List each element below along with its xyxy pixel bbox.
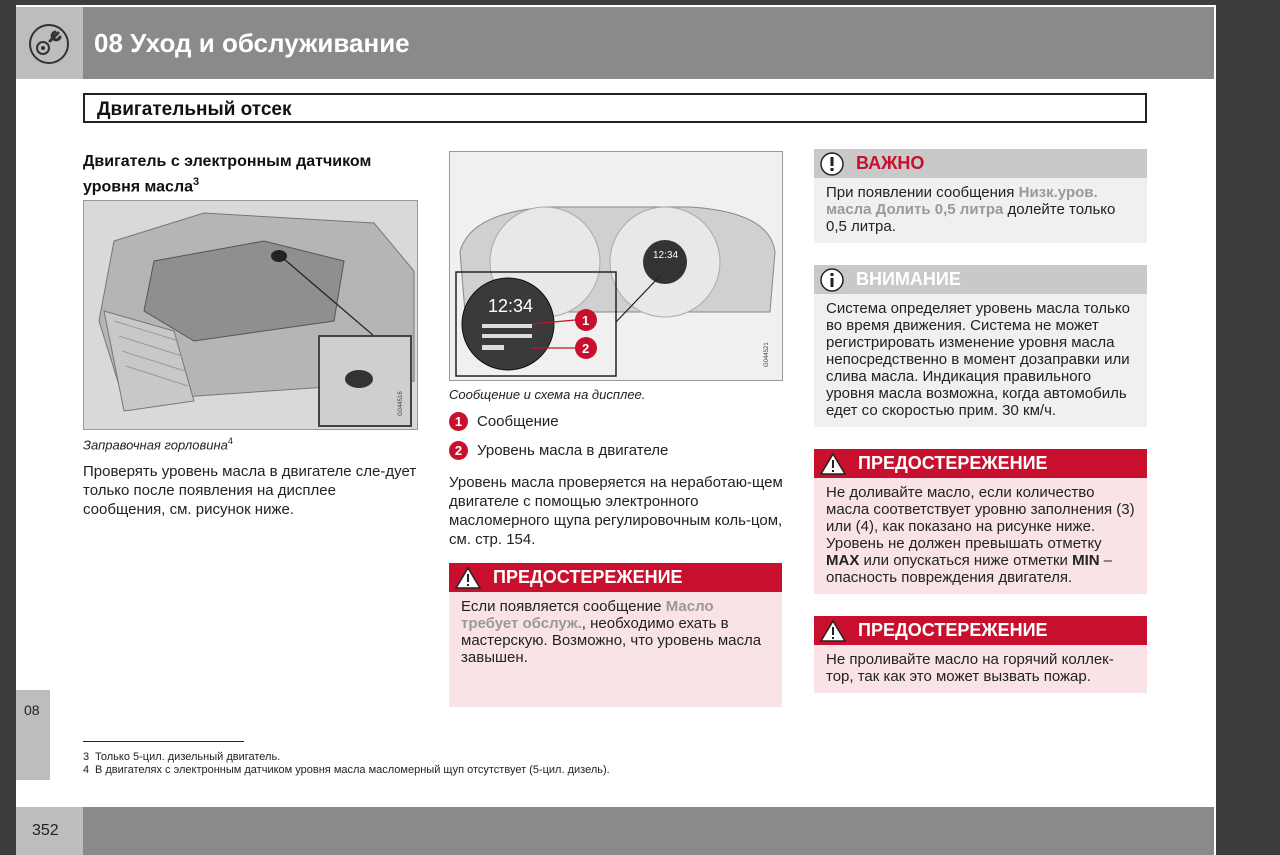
middle-column xyxy=(449,151,783,549)
warning-text: Не проливайте масло на горячий коллек-тор, так как это может вызвать пожар. xyxy=(814,645,1147,693)
warning-box-middle xyxy=(449,563,782,707)
page-number: 352 xyxy=(32,822,59,839)
legend-badge: 2 xyxy=(449,441,468,460)
chapter-icon-box xyxy=(16,7,83,79)
left-body-text: Проверять уровень масла в двигателе сле-дует только после появления на дисплее сообщения, см. рисунок ниже. xyxy=(83,462,417,518)
engine-subheading: Двигатель с электронным датчиком уровня масла$^3$ xyxy=(83,153,372,196)
important-text: При появлении сообщения Низк.уров. масла Долить 0,5 литра долейте только 0,5 литра. xyxy=(814,178,1147,243)
warning-triangle-icon xyxy=(820,452,846,476)
engine-illustration xyxy=(84,201,418,430)
footnote-divider xyxy=(83,741,244,742)
warning-text: Если появляется сообщение Масло требует обслуж., необходимо ехать в мастерскую. Возможно, что уровень масла завышен. xyxy=(449,592,782,707)
small-display-time: 12:34 xyxy=(653,250,679,261)
warning-box-right-1 xyxy=(814,449,1147,594)
footnote: 3 Только 5-цил. дизельный двигатель. xyxy=(83,751,281,763)
footer-bar xyxy=(16,807,1214,855)
legend-badge: 1 xyxy=(449,412,468,431)
warning-title: ПРЕДОСТЕРЕЖЕНИЕ xyxy=(858,453,1048,473)
chapter-title: 08 Уход и обслуживание xyxy=(94,28,410,58)
page-number-box xyxy=(16,807,83,855)
legend-label: Уровень масла в двигателе xyxy=(477,442,669,459)
info-circle-icon xyxy=(820,268,844,292)
important-title: ВАЖНО xyxy=(856,153,925,173)
instrument-cluster-image xyxy=(449,151,783,381)
section-title: Двигательный отсек xyxy=(83,93,1147,123)
photo-caption: Заправочная горловина$^4$ xyxy=(83,436,233,453)
chapter-side-tab xyxy=(16,690,50,780)
warning-triangle-icon xyxy=(820,619,846,643)
warning-header xyxy=(814,616,1147,645)
warning-title: ПРЕДОСТЕРЕЖЕНИЕ xyxy=(858,620,1048,640)
manual-page xyxy=(16,5,1216,855)
attention-box xyxy=(814,265,1147,427)
attention-title: ВНИМАНИЕ xyxy=(856,269,961,289)
callout-2: 2 xyxy=(582,341,590,356)
warning-box-right-2 xyxy=(814,616,1147,693)
image-code: G044521 xyxy=(764,342,770,367)
side-tab-label: 08 xyxy=(24,702,40,718)
callout-1: 1 xyxy=(582,313,590,328)
warning-title: ПРЕДОСТЕРЕЖЕНИЕ xyxy=(493,567,683,587)
footnotes xyxy=(83,741,610,777)
legend-label: Сообщение xyxy=(477,413,559,430)
warning-text: Не доливайте масло, если количество масла соответствует уровню заполнения (3) или (4), как показано на рисунке ниже. Уровень не должен превышать отметку MAX или опускаться ниже отметки MIN – опасность повреждения двигателя. xyxy=(814,478,1147,594)
legend-item xyxy=(449,412,783,431)
warning-header xyxy=(814,449,1147,478)
legend-item xyxy=(449,441,783,460)
important-header xyxy=(814,149,1147,178)
photo-code: G044516 xyxy=(398,391,404,417)
attention-text: Система определяет уровень масла только во время движения. Система не может регистрировать изменение уровня масла непосредственно в момент дозаправки или слива масла. Индикация правильного уровня масла возможна, когда автомобиль едет со скоростью прим. 30 км/ч. xyxy=(814,294,1147,427)
important-box xyxy=(814,149,1147,243)
middle-body-text: Уровень масла проверяется на неработаю-щем двигателе с помощью электронного масломерного щупа регулировочным коль-цом, см. стр. 154. xyxy=(449,474,783,548)
warning-header xyxy=(449,563,782,592)
dashboard-illustration xyxy=(450,152,783,381)
dashboard-caption: Сообщение и схема на дисплее. xyxy=(449,387,646,402)
footnote-ref-3[interactable]: 3 xyxy=(193,176,200,188)
warning-triangle-icon xyxy=(455,566,481,590)
footnote: 4 В двигателях с электронным датчиком уровня масла масломерный щуп отсутствует (5-цил. дизель). xyxy=(83,764,610,776)
right-column xyxy=(814,149,1147,715)
attention-header xyxy=(814,265,1147,294)
zoomed-display-time: 12:34 xyxy=(488,296,534,316)
exclamation-circle-icon xyxy=(820,152,844,176)
wrench-gear-icon xyxy=(28,23,70,65)
left-column xyxy=(83,151,419,519)
engine-bay-photo xyxy=(83,200,418,430)
footnote-ref-4[interactable]: 4 xyxy=(227,436,233,447)
